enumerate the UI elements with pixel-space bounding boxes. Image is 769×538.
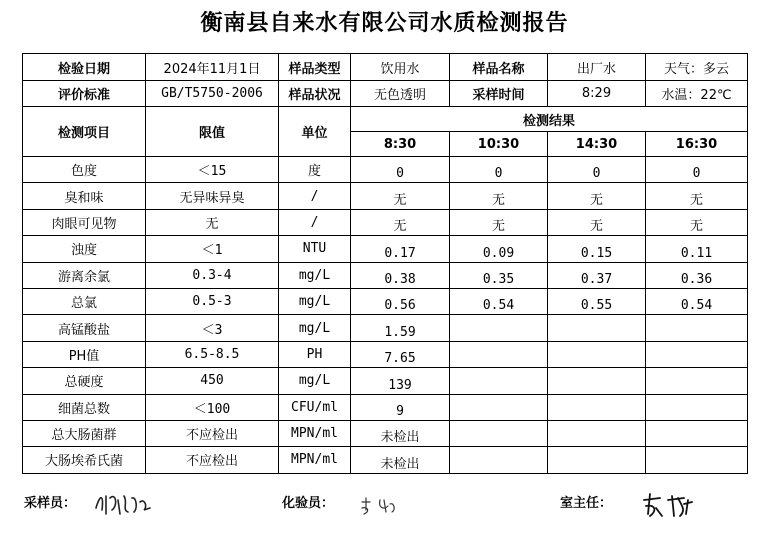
limit-cell: ＜3 (146, 315, 279, 341)
result-cell: 0.55 (548, 288, 646, 314)
result-cell: 139 (351, 368, 450, 394)
results-header: 检测结果 (351, 107, 748, 132)
result-cell: 0.37 (548, 262, 646, 288)
result-cell (548, 315, 646, 341)
sampling-time-value: 8:29 (548, 81, 646, 107)
limit-cell: 不应检出 (146, 447, 279, 473)
result-cell: 7.65 (351, 341, 450, 367)
result-cell: 0.54 (646, 288, 748, 314)
table-row (23, 262, 748, 288)
result-cell: 未检出 (351, 447, 450, 473)
result-cell (548, 420, 646, 446)
result-cell (646, 368, 748, 394)
result-cell: 无 (548, 209, 646, 235)
result-cell: 无 (646, 209, 748, 235)
date-value: 2024年11月1日 (146, 54, 279, 81)
result-cell: 无 (450, 183, 548, 209)
item-cell: 总大肠菌群 (23, 420, 146, 446)
result-cell (450, 315, 548, 341)
result-cell (450, 420, 548, 446)
inspector-signature (358, 494, 404, 518)
result-cell (548, 394, 646, 420)
result-cell (450, 447, 548, 473)
result-cell (450, 341, 548, 367)
unit-cell: mg/L (279, 315, 351, 341)
water-temp-value: 水温：22℃ (646, 81, 748, 107)
date-label: 检验日期 (23, 54, 146, 81)
result-cell: 0 (548, 157, 646, 183)
result-cell (450, 394, 548, 420)
result-cell: 0.17 (351, 236, 450, 262)
table-row (23, 447, 748, 473)
result-cell: 无 (351, 183, 450, 209)
item-cell: 臭和味 (23, 183, 146, 209)
result-cell: 0.15 (548, 236, 646, 262)
item-cell: 色度 (23, 157, 146, 183)
result-cell: 0 (351, 157, 450, 183)
sample-status-value: 无色透明 (351, 81, 450, 107)
result-cell: 1.59 (351, 315, 450, 341)
result-cell: 无 (646, 183, 748, 209)
table-row (23, 315, 748, 341)
standard-label: 评价标准 (23, 81, 146, 107)
item-header: 检测项目 (23, 107, 146, 157)
item-cell: 大肠埃希氏菌 (23, 447, 146, 473)
result-cell: 0.54 (450, 288, 548, 314)
item-cell: 游离余氯 (23, 262, 146, 288)
result-cell (646, 341, 748, 367)
water-quality-table (22, 53, 748, 474)
sample-status-label: 样品状况 (279, 81, 351, 107)
result-cell: 9 (351, 394, 450, 420)
result-cell: 无 (351, 209, 450, 235)
result-cell: 无 (548, 183, 646, 209)
result-cell: 0 (450, 157, 548, 183)
limit-cell: 0.3-4 (146, 262, 279, 288)
item-cell: 肉眼可见物 (23, 209, 146, 235)
unit-cell: mg/L (279, 262, 351, 288)
table-row (23, 288, 748, 314)
sample-type-value: 饮用水 (351, 54, 450, 81)
time-header: 10:30 (450, 132, 548, 157)
result-cell (450, 368, 548, 394)
sample-type-label: 样品类型 (279, 54, 351, 81)
unit-cell: 度 (279, 157, 351, 183)
limit-cell: 6.5-8.5 (146, 341, 279, 367)
unit-cell: / (279, 183, 351, 209)
result-cell: 未检出 (351, 420, 450, 446)
result-cell (548, 341, 646, 367)
result-cell (646, 420, 748, 446)
unit-cell: NTU (279, 236, 351, 262)
table-row (23, 183, 748, 209)
result-cell (646, 394, 748, 420)
unit-cell: PH (279, 341, 351, 367)
meta-row-1 (23, 54, 748, 81)
limit-cell: ＜100 (146, 394, 279, 420)
result-cell (646, 447, 748, 473)
weather-value: 天气：多云 (646, 54, 748, 81)
sample-name-value: 出厂水 (548, 54, 646, 81)
unit-cell: CFU/ml (279, 394, 351, 420)
result-cell (548, 447, 646, 473)
result-cell: 0.09 (450, 236, 548, 262)
table-row (23, 157, 748, 183)
inspector-label: 化验员： (282, 496, 335, 511)
item-cell: 高锰酸盐 (23, 315, 146, 341)
limit-cell: 0.5-3 (146, 288, 279, 314)
director-signature (640, 490, 700, 520)
result-cell: 0.56 (351, 288, 450, 314)
item-cell: 总硬度 (23, 368, 146, 394)
limit-cell: ＜15 (146, 157, 279, 183)
sampler-signature (92, 488, 154, 518)
header-row-1 (23, 107, 748, 132)
meta-row-2 (23, 81, 748, 107)
table-row (23, 341, 748, 367)
unit-cell: mg/L (279, 288, 351, 314)
limit-header: 限值 (146, 107, 279, 157)
limit-cell: 450 (146, 368, 279, 394)
director-label: 室主任： (560, 496, 613, 511)
sample-name-label: 样品名称 (450, 54, 548, 81)
item-cell: 浊度 (23, 236, 146, 262)
result-cell: 0 (646, 157, 748, 183)
report-title: 衡南县自来水有限公司水质检测报告 (200, 10, 569, 36)
result-cell: 无 (450, 209, 548, 235)
result-cell: 0.35 (450, 262, 548, 288)
sampler-label: 采样员： (24, 496, 77, 511)
limit-cell: 不应检出 (146, 420, 279, 446)
table-row (23, 420, 748, 446)
unit-cell: / (279, 209, 351, 235)
time-header: 8:30 (351, 132, 450, 157)
time-header: 14:30 (548, 132, 646, 157)
item-cell: 细菌总数 (23, 394, 146, 420)
table-row (23, 209, 748, 235)
unit-header: 单位 (279, 107, 351, 157)
table-row (23, 368, 748, 394)
time-header: 16:30 (646, 132, 748, 157)
result-cell: 0.11 (646, 236, 748, 262)
unit-cell: mg/L (279, 368, 351, 394)
result-cell: 0.36 (646, 262, 748, 288)
item-cell: 总氯 (23, 288, 146, 314)
unit-cell: MPN/ml (279, 420, 351, 446)
item-cell: PH值 (23, 341, 146, 367)
table-row (23, 236, 748, 262)
sampling-time-label: 采样时间 (450, 81, 548, 107)
table-row (23, 394, 748, 420)
limit-cell: ＜1 (146, 236, 279, 262)
limit-cell: 无 (146, 209, 279, 235)
standard-value: GB/T5750-2006 (146, 81, 279, 107)
unit-cell: MPN/ml (279, 447, 351, 473)
result-cell: 0.38 (351, 262, 450, 288)
result-cell (646, 315, 748, 341)
limit-cell: 无异味异臭 (146, 183, 279, 209)
result-cell (548, 368, 646, 394)
